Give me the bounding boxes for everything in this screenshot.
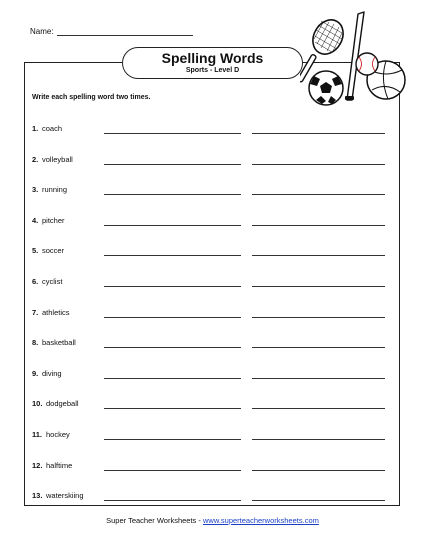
- spelling-word: cyclist: [42, 277, 63, 286]
- soccer-ball-icon: [309, 71, 343, 105]
- instructions: Write each spelling word two times.: [32, 94, 151, 101]
- word-row: [32, 338, 392, 350]
- word-number: 9.: [32, 368, 39, 378]
- write-line-second[interactable]: [252, 347, 385, 348]
- word-row: [32, 430, 392, 442]
- write-line-second[interactable]: [252, 133, 385, 134]
- write-line-first[interactable]: [104, 194, 241, 195]
- write-line-second[interactable]: [252, 255, 385, 256]
- name-blank-line[interactable]: [57, 27, 193, 36]
- word-row: [32, 399, 392, 411]
- word-number: 12.: [32, 460, 43, 470]
- word-number: 13.: [32, 491, 43, 501]
- write-line-first[interactable]: [104, 225, 241, 226]
- spelling-word: coach: [42, 124, 63, 133]
- write-line-first[interactable]: [104, 255, 241, 256]
- write-line-first[interactable]: [104, 439, 241, 440]
- word-row: [32, 461, 392, 473]
- write-line-first[interactable]: [104, 164, 241, 165]
- word-row: [32, 216, 392, 228]
- word-number: 5.: [32, 246, 39, 256]
- write-line-second[interactable]: [252, 225, 385, 226]
- write-line-first[interactable]: [104, 133, 241, 134]
- write-line-second[interactable]: [252, 194, 385, 195]
- word-number: 10.: [32, 399, 43, 409]
- footer-link[interactable]: www.superteacherworksheets.com: [202, 516, 319, 525]
- word-number: 11.: [32, 430, 43, 439]
- word-number: 4.: [32, 215, 39, 225]
- word-number: 8.: [32, 338, 39, 348]
- word-number: 3.: [32, 185, 39, 195]
- spelling-word: hockey: [46, 430, 70, 439]
- word-row: [32, 369, 392, 381]
- footer-text: Super Teacher Worksheets -: [106, 516, 203, 525]
- word-row: [32, 185, 392, 197]
- write-line-second[interactable]: [252, 500, 385, 501]
- word-number: 7.: [32, 307, 39, 317]
- word-row: [32, 277, 392, 289]
- word-row: [32, 491, 392, 503]
- spelling-word: waterskiing: [46, 491, 84, 501]
- write-line-first[interactable]: [104, 286, 241, 287]
- write-line-first[interactable]: [104, 408, 241, 409]
- write-line-first[interactable]: [104, 347, 241, 348]
- spelling-word: pitcher: [42, 215, 65, 225]
- title-banner: [122, 47, 303, 79]
- word-number: 2.: [32, 154, 39, 164]
- write-line-first[interactable]: [104, 500, 241, 501]
- write-line-second[interactable]: [252, 164, 385, 165]
- write-line-second[interactable]: [252, 439, 385, 440]
- name-row: [30, 27, 193, 36]
- spelling-word: halftime: [46, 460, 73, 470]
- baseball-icon: [356, 53, 378, 75]
- spelling-word: soccer: [42, 246, 65, 256]
- spelling-word: dodgeball: [46, 399, 79, 409]
- write-line-first[interactable]: [104, 470, 241, 471]
- word-number: 1.: [32, 124, 39, 133]
- word-row: [32, 246, 392, 258]
- write-line-second[interactable]: [252, 408, 385, 409]
- spelling-word: athletics: [42, 307, 70, 317]
- spelling-word: basketball: [42, 338, 76, 348]
- word-row: [32, 155, 392, 167]
- word-row: [32, 124, 392, 136]
- write-line-second[interactable]: [252, 286, 385, 287]
- page-subtitle: Sports - Level D: [185, 67, 240, 74]
- footer: [0, 516, 425, 525]
- write-line-first[interactable]: [104, 317, 241, 318]
- write-line-second[interactable]: [252, 317, 385, 318]
- write-line-first[interactable]: [104, 378, 241, 379]
- write-line-second[interactable]: [252, 470, 385, 471]
- name-label: Name:: [30, 27, 54, 36]
- word-number: 6.: [32, 277, 39, 286]
- spelling-word: diving: [42, 368, 62, 378]
- sports-illustration: [300, 8, 418, 114]
- spelling-word: running: [42, 185, 68, 195]
- write-line-second[interactable]: [252, 378, 385, 379]
- word-row: [32, 308, 392, 320]
- spelling-word: volleyball: [42, 154, 73, 164]
- page-title: Spelling Words: [161, 50, 264, 66]
